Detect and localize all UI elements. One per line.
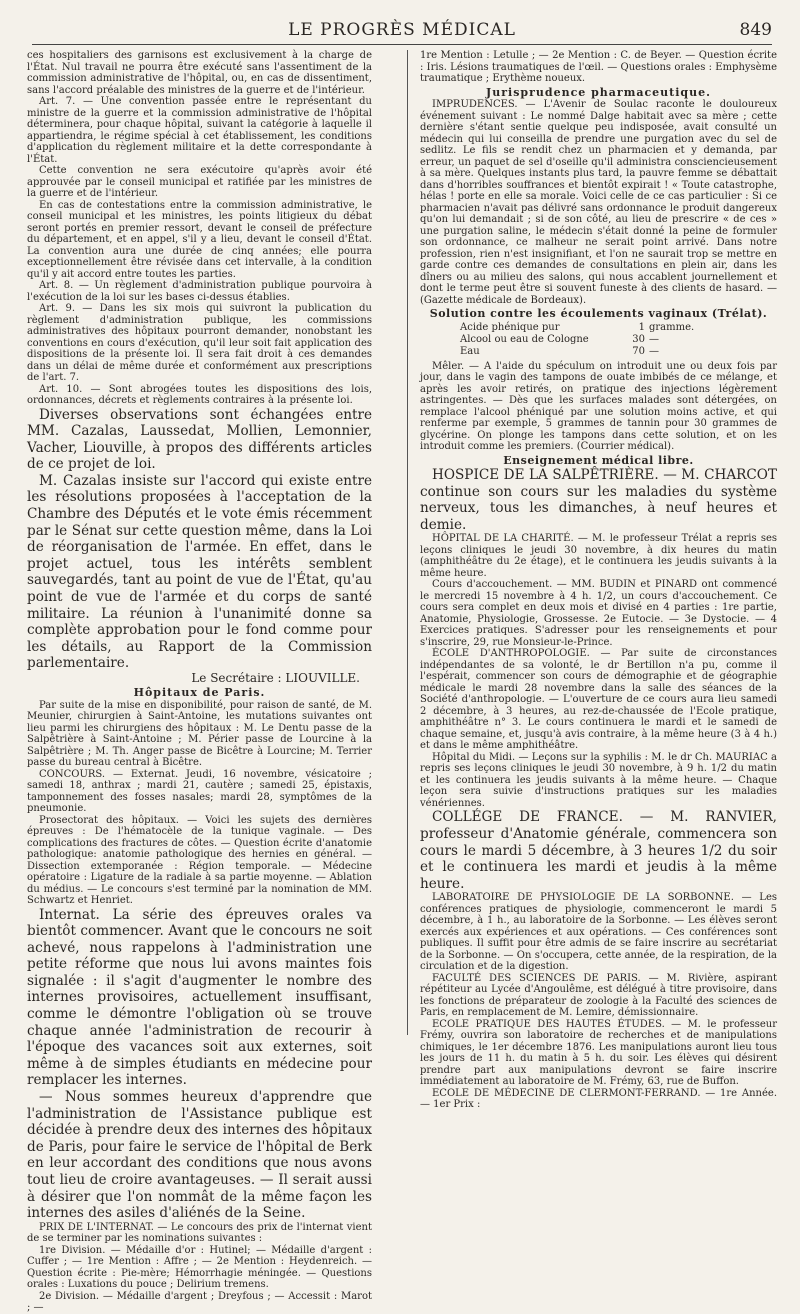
ingredient-name: Acide phénique pur: [460, 321, 560, 333]
paragraph: Art. 8. — Un règlement d'administration publique pourvoira à l'exécution de la loi sur les bases ci-dessus établies.: [27, 280, 372, 303]
paragraph: 1re Mention : Letulle ; — 2e Mention : C. de Beyer. — Question écrite : Iris. Lésions traumatiques de l'œil. — Questions orales : Emphysème traumatique ; Erythème noueux.: [420, 50, 777, 84]
section-heading: Hôpitaux de Paris.: [133, 686, 266, 699]
paragraph: HÔPITAL DE LA CHARITÉ. — M. le professeur Trélat a repris ses leçons cliniques le jeudi 30 novembre, à dix heures du matin (amphithéâtre du 2e étage), et le continuera les jeudis suivants à la même heure.: [420, 533, 777, 579]
paragraph: 2e Division. — Médaille d'argent ; Dreyfous ; — Accessit : Marot ; —: [27, 1290, 372, 1314]
ingredient-unit: —: [649, 345, 659, 357]
section-heading: Jurisprudence pharmaceutique.: [486, 85, 711, 99]
paragraph: ces hospitaliers des garnisons est exclusivement à la charge de l'État. Nul travail ne pourra être exécuté sans l'assentiment de la commission administrative de l'hôpital, ou, en cas de dissentiment, sans l'accord préalable des ministres de la guerre et de l'intérieur.: [27, 50, 372, 96]
paragraph: Art. 7. — Une convention passée entre le représentant du ministre de la guerre et la commission administrative de l'hôpital déterminera, pour chaque hôpital, suivant la catégorie à laquelle il appartiendra, le régime spécial à cet établissement, les conditions d'application du règlement militaire et la dette correspondante à l'État.: [27, 96, 372, 165]
paragraph: Cette convention ne sera exécutoire qu'après avoir été approuvée par le conseil municipal et ratifiée par les ministres de la guerre et de l'intérieur.: [27, 165, 372, 199]
paragraph: ÉCOLE D'ANTHROPOLOGIE. — Par suite de circonstances indépendantes de sa volonté, le dr Bertillon n'a pu, comme il l'espérait, commencer son cours de démographie et de géographie médicale le mardi 28 novembre dans la salle des séances de la Société d'anthropologie. — L'ouverture de ce cours aura lieu samedi 2 décembre, à 3 heures, au rez-de-chaussée de l'Ecole pratique, amphithéâtre n° 3. Le cours continuera le mardi et le samedi de chaque semaine, et, jusqu'à avis contraire, à la même heure (3 à 4 h.) et dans le même amphithéâtre.: [420, 648, 777, 752]
paragraph: HOSPICE DE LA SALPÊTRIÈRE. — M. CHARCOT continue son cours sur les maladies du système nerveux, tous les dimanches, à neuf heures et demie.: [420, 467, 777, 533]
paragraph: LABORATOIRE DE PHYSIOLOGIE DE LA SORBONNE. — Les conférences pratiques de physiologie, commenceront le mardi 5 décembre, à 1 h., au laboratoire de la Sorbonne. — Les élèves seront exercés aux expériences et aux opérations. — Ces conférences sont publiques. Il suffit pour être admis de se faire inscrire au secrétariat de la Sorbonne. — On s'occupera, cette année, de la respiration, de la circulation et de la digestion.: [420, 892, 777, 973]
formula-row: [460, 322, 777, 334]
left-column: [27, 50, 372, 1314]
paragraph: FACULTÉ DES SCIENCES DE PARIS. — M. Rivière, aspirant répétiteur au Lycée d'Angoulême, est délégué à titre provisoire, dans les fonctions de préparateur de zoologie à la Faculté des sciences de Paris, en remplacement de M. Lemire, démissionnaire.: [420, 972, 777, 1019]
page-header: [32, 18, 772, 45]
ingredient-name: Eau: [460, 345, 480, 357]
paragraph: COLLÉGE DE FRANCE. — M. RANVIER, professeur d'Anatomie générale, commencera son cours le mardi 5 décembre, à 3 heures 1/2 du soir et le continuera les mardi et jeudis à la même heure.: [420, 809, 777, 892]
ingredient-qty: 30: [632, 333, 645, 345]
paragraph: Diverses observations sont échangées entre MM. Cazalas, Laussedat, Mollien, Lemonnier, Vacher, Liouville, à propos des différents articles de ce projet de loi.: [27, 406, 372, 473]
paragraph: CONCOURS. — Externat. Jeudi, 16 novembre, vésicatoire ; samedi 18, anthrax ; mardi 21, cautère ; samedi 25, épistaxis, tamponnement des fosses nasales; mardi 28, symptômes de la pneumonie.: [27, 768, 372, 814]
paragraph: Par suite de la mise en disponibilité, pour raison de santé, de M. Meunier, chirurgien à Saint-Antoine, les mutations suivantes ont lieu parmi les chirurgiens des hôpitaux : M. Le Dentu passe de la Salpêtrière à Saint-Antoine ; M. Périer passe de Lourcine à la Salpêtrière ; M. Th. Anger passe de Bicêtre à Lourcine; M. Terrier passe du bureau central à Bicêtre.: [27, 699, 372, 768]
paragraph: Prosectorat des hôpitaux. — Voici les sujets des dernières épreuves : De l'hématocèle de la tunique vaginale. — Des complications des fractures de côtes. — Question écrite d'anatomie pathologique: anatomie pathologique des hernies en général. — Dissection extemporanée : Région temporale. — Médecine opératoire : Ligature de la radiale à sa partie moyenne. — Ablation du médius. — Le concours s'est terminé par la nomination de MM. Schwartz et Henriet.: [27, 814, 372, 906]
paragraph: Internat. La série des épreuves orales va bientôt commencer. Avant que le concours ne soit achevé, nous rappelons à l'administration une petite réforme que nous lui avons maintes fois signalée : il s'agit d'augmenter le nombre des internes provisoires, actuellement insuffisant, comme le démontre l'obligation où se trouve chaque année l'administration de recourir à l'époque des vacances soit aux externes, soit même à de simples étudiants en médecine pour remplacer les internes.: [27, 906, 372, 1089]
page-number: 849: [739, 20, 772, 40]
paragraph: PRIX DE L'INTERNAT. — Le concours des prix de l'internat vient de se terminer par les nominations suivantes :: [27, 1221, 372, 1245]
paragraph: — Nous sommes heureux d'apprendre que l'administration de l'Assistance publique est décidée à prendre deux des internes des hôpitaux de Paris, pour faire le service de l'hôpital de Berk en leur accordant des conditions que nous avons tout lieu de croire avantageuses. — Il serait aussi à désirer que l'on nommât de la même façon les internes des asiles d'aliénés de la Seine.: [27, 1089, 372, 1222]
paragraph: Art. 10. — Sont abrogées toutes les dispositions des lois, ordonnances, décrets et règlements contraires à la présente loi.: [27, 383, 372, 406]
section-heading: Solution contre les écoulements vaginaux (Trélat).: [429, 307, 768, 320]
formula-table: [460, 322, 777, 358]
formula-row: [460, 346, 777, 358]
paragraph: ECOLE DE MÉDECINE DE CLERMONT-FERRAND. — 1re Année. — 1er Prix :: [420, 1087, 777, 1111]
ingredient-unit: —: [649, 333, 659, 345]
paragraph: En cas de contestations entre la commission administrative, le conseil municipal et les ministres, les points litigieux du débat seront portés en premier ressort, devant le conseil de préfecture du département, et en appel, s'il y a lieu, devant le conseil d'État. La convention aura une durée de cinq années; elle pourra exceptionnellement être révisée dans cet intervalle, à la condition qu'il y ait accord entre toutes les parties.: [27, 199, 372, 280]
paragraph: Art. 9. — Dans les six mois qui suivront la publication du règlement d'administration publique, les commissions administratives des hôpitaux pourront demander, nonobstant les conventions en cours d'exécution, qu'il leur soit fait application des dispositions de la présente loi. Il sera fait droit à ces demandes dans un délai de même durée et conformément aux prescriptions de l'art. 7.: [27, 303, 372, 383]
ingredient-qty: 70: [632, 345, 645, 357]
paragraph: ECOLE PRATIQUE DES HAUTES ÉTUDES. — M. le professeur Frémy, ouvrira son laboratoire de recherches et de manipulations chimiques, le 1er décembre 1876. Les manipulations auront lieu tous les jours de 11 h. du matin à 5 h. du soir. Les élèves qui désirent prendre part aux manipulations devront se faire inscrire immédiatement au laboratoire de M. Frémy, 63, rue de Buffon.: [420, 1018, 777, 1088]
column-divider: [407, 50, 408, 1035]
ingredient-qty: 1: [638, 321, 645, 333]
paragraph: Cours d'accouchement. — MM. BUDIN et PINARD ont commencé le mercredi 15 novembre à 4 h. 1/2, un cours d'accouchement. Ce cours sera complet en deux mois et divisé en 4 parties : 1re partie, Anatomie, Physiologie, Grossesse. 2e Eutocie. — 3e Dystocie. — 4 Exercices pratiques. S'adresser pour les renseignements et pour s'inscrire, 29, rue Monsieur-le-Prince.: [420, 579, 777, 648]
journal-title: LE PROGRÈS MÉDICAL: [288, 20, 516, 40]
signature: Le Secrétaire : LIOUVILLE.: [191, 671, 360, 685]
formula-row: [460, 334, 777, 346]
paragraph: 1re Division. — Médaille d'or : Hutinel; — Médaille d'argent : Cuffer ; — 1re Mention : Affre ; — 2e Mention : Heydenreich. — Question écrite : Pie-mère; Hémorrhagie méningée. — Questions orales : Luxations du pouce ; Delirium tremens.: [27, 1244, 372, 1291]
ingredient-unit: gramme.: [649, 321, 695, 333]
right-column: [420, 50, 777, 1111]
paragraph: IMPRUDENCES. — L'Avenir de Soulac raconte le douloureux événement suivant : Le nommé Dalge habitait avec sa mère ; cette dernière s'étant sentie quelque peu indisposée, avait consulté un médecin qui lui conseilla de prendre une purgation avec du sel de sedlitz. Le fils se rendit chez un pharmacien et y demanda, par erreur, un paquet de sel d'oseille qu'il administra consciencieusement à sa mère. Quelques instants plus tard, la pauvre femme se débattait dans d'horribles souffrances et bientôt expirait ! « Toute catastrophe, hélas ! porte en elle sa morale. Voici celle de ce cas particulier : Si ce pharmacien n'avait pas délivré sans ordonnance le produit dangereux qu'on lui demandait ; si de son côté, au lieu de prescrire « de ces » une purgation saline, le médecin s'était donné la peine de formuler son ordonnance, ce malheur ne serait point arrivé. Dans notre profession, rien n'est insignifiant, et l'on ne saurait trop se mettre en garde contre ces demandes de consultations en plein air, dans les dîners ou au milieu des salons, qui nous accablent journellement et dont le terme peut être si souvent funeste à des clients de hasard. — (Gazette médicale de Bordeaux).: [420, 99, 777, 306]
section-heading: Enseignement médical libre.: [503, 453, 694, 467]
paragraph: Hôpital du Midi. — Leçons sur la syphilis : M. le dr Ch. MAURIAC a repris ses leçons cliniques le jeudi 30 novembre, à 9 h. 1/2 du matin et les continuera les jeudis suivants à la même heure. — Chaque leçon sera suivie d'instructions pratiques sur les maladies vénériennes.: [420, 751, 777, 809]
paragraph: Mêler. — A l'aide du spéculum on introduit une ou deux fois par jour, dans le vagin des tampons de ouate imbibés de ce mélange, et après les avoir retirés, on pratique des injections légèrement astringentes. — Dès que les surfaces malades sont détergées, on remplace l'alcool phéniqué par une solution moins active, et qui renferme par exemple, 5 grammes de tannin pour 30 grammes de glycérine. On plonge les tampons dans cette solution, et on les introduit comme les premiers. (Courrier médical).: [420, 360, 777, 452]
paragraph: M. Cazalas insiste sur l'accord qui existe entre les résolutions proposées à l'acceptation de la Chambre des Députés et le vote émis récemment par le Sénat sur cette question même, dans la Loi de réorganisation de l'armée. En effet, dans le projet actuel, tous les intérêts semblent sauvegardés, tant au point de vue de l'État, qu'au point de vue de l'armée et du corps de santé militaire. La réunion à l'unanimité donne sa complète approbation pour le fond comme pour les détails, au Rapport de la Commission parlementaire.: [27, 472, 372, 672]
ingredient-name: Alcool ou eau de Cologne: [460, 333, 589, 345]
